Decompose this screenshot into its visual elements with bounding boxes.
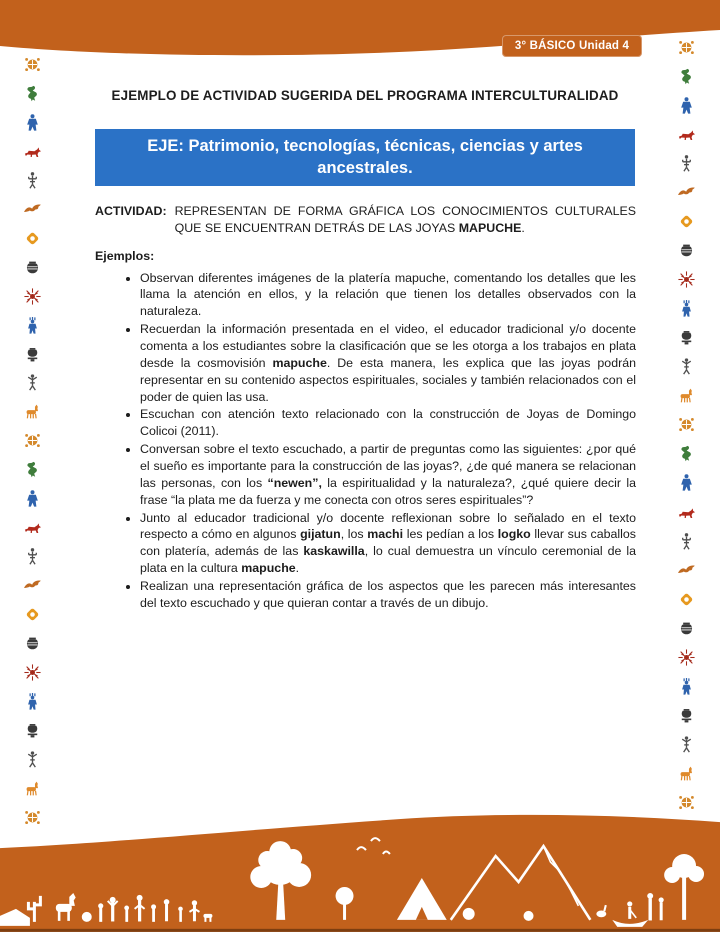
text-segment: MAPUCHE [458, 220, 522, 235]
standing-person-icon [23, 547, 42, 566]
examples-list [95, 270, 636, 612]
flower-cross-icon [677, 212, 696, 231]
flower-cross-icon [23, 229, 42, 248]
clay-pot-icon [23, 634, 42, 653]
text-segment: mapuche [241, 561, 296, 576]
sun-burst-icon [23, 287, 42, 306]
text-segment: Conversan sobre el texto escuchado, a partir de preguntas como las siguientes: ¿por qué el sueño es importante para la construcción de las joyas?, ¿de qué manera se relacionan las personas, con los [140, 442, 636, 490]
blue-figure-icon [677, 473, 696, 492]
text-segment: les pedían a los [403, 527, 498, 542]
red-fox-icon [23, 142, 42, 161]
text-segment: gijatun [300, 527, 341, 542]
kultrun-sun-icon [677, 415, 696, 434]
unit-badge-label: 3° BÁSICO Unidad 4 [514, 40, 630, 52]
footer-landscape-illustration [0, 810, 720, 932]
blue-chief-icon [23, 316, 42, 335]
sun-burst-icon [677, 648, 696, 667]
unit-badge [502, 35, 642, 57]
example-bullet-item [140, 321, 636, 405]
kultrun-sun-icon [677, 793, 696, 812]
text-segment: . De esta manera, les explica que las joyas podrán representar en su contenido aspectos espirituales, sociales y también relacionados con el poder de quien las usa. [140, 355, 636, 404]
activity-content [95, 203, 636, 613]
footer-bottom-edge [0, 929, 720, 932]
text-segment: Escuchan con atención texto relacionado con la construcción de Joyas de Domingo Colicoi (2011). [140, 407, 636, 439]
text-segment: . [295, 561, 300, 576]
blue-chief-icon [23, 692, 42, 711]
kultrun-sun-icon [677, 38, 696, 57]
orange-llama-icon [677, 386, 696, 405]
red-fox-icon [677, 125, 696, 144]
example-bullet-item [140, 510, 636, 577]
standing-person-icon [677, 154, 696, 173]
text-segment: mapuche [272, 355, 327, 370]
left-icon-column [18, 55, 46, 827]
page-title: EJEMPLO DE ACTIVIDAD SUGERIDA DEL PROGRAMA INTERCULTURALIDAD [111, 88, 619, 103]
clay-pot-icon [677, 619, 696, 638]
text-segment: . [521, 220, 525, 235]
blue-chief-icon [677, 677, 696, 696]
bush-silhouette [82, 912, 92, 922]
condor-bird-icon [677, 561, 696, 580]
ritual-jar-icon [677, 706, 696, 725]
person-raised-arms-icon [23, 373, 42, 392]
standing-person-icon [23, 171, 42, 190]
footer-band-shape [0, 815, 720, 932]
red-fox-icon [23, 518, 42, 537]
text-segment: Observan diferentes imágenes de la platería mapuche, comentando los detalles que les llama la atención en ellos, y la relación que tienen los detalles observados con la naturaleza. [140, 270, 636, 319]
text-segment: , lo cual demuestra un vínculo ceremonial de la plata en la cultura [140, 544, 636, 576]
condor-bird-icon [23, 200, 42, 219]
sun-burst-icon [677, 270, 696, 289]
blue-figure-icon [677, 96, 696, 115]
ritual-jar-icon [23, 345, 42, 364]
bush-silhouette [524, 911, 534, 921]
orange-llama-icon [23, 779, 42, 798]
person-raised-arms-icon [23, 750, 42, 769]
bush-silhouette [463, 908, 475, 920]
blue-figure-icon [23, 113, 42, 132]
blue-chief-icon [677, 299, 696, 318]
flower-cross-icon [677, 590, 696, 609]
ritual-jar-icon [677, 328, 696, 347]
eje-banner-text: EJE: Patrimonio, tecnologías, técnicas, ciencias y artes ancestrales. [147, 136, 583, 177]
text-segment: REPRESENTAN DE FORMA GRÁFICA LOS CONOCIMIENTOS CULTURALES QUE SE ENCUENTRAN DETRÁS DE LAS JOYAS [174, 204, 636, 235]
kultrun-sun-icon [23, 431, 42, 450]
blue-figure-icon [23, 489, 42, 508]
sun-burst-icon [23, 663, 42, 682]
example-bullet-item [140, 406, 636, 440]
example-bullet-item [140, 441, 636, 508]
person-raised-arms-icon [677, 357, 696, 376]
standing-person-icon [677, 532, 696, 551]
example-bullet-item [140, 270, 636, 321]
flower-cross-icon [23, 605, 42, 624]
text-segment: , los [340, 527, 368, 542]
orange-llama-icon [23, 402, 42, 421]
text-segment: kaskawilla [303, 544, 365, 559]
example-bullet-item [140, 578, 636, 612]
green-lizard-icon [677, 444, 696, 463]
text-segment: “newen”, [267, 475, 322, 490]
text-segment: machi [367, 527, 404, 542]
text-segment: la espiritualidad y la naturaleza?, ¿qué quiere decir la frase “la plata me da fuerza y me conecta con otros seres espirituales”? [140, 475, 636, 507]
text-segment: logko [497, 527, 531, 542]
ritual-jar-icon [23, 721, 42, 740]
right-icon-column [672, 38, 700, 812]
text-segment: llevar sus caballos con platería, además de las [140, 527, 637, 559]
text-segment: Junto al educador tradicional y/o docente reflexionan sobre lo señalado en el texto respecto a cómo en algunos [140, 510, 636, 542]
kultrun-sun-icon [23, 55, 42, 74]
activity-statement [95, 203, 636, 237]
red-fox-icon [677, 503, 696, 522]
condor-bird-icon [23, 576, 42, 595]
condor-bird-icon [677, 183, 696, 202]
clay-pot-icon [23, 258, 42, 277]
orange-llama-icon [677, 764, 696, 783]
text-segment: Realizan una representación gráfica de los aspectos que les parecen más interesantes del texto escuchado y que quieran contar a través de un dibujo. [140, 579, 636, 610]
clay-pot-icon [677, 241, 696, 260]
examples-heading: Ejemplos: [95, 248, 155, 263]
person-raised-arms-icon [677, 735, 696, 754]
activity-label: ACTIVIDAD: [95, 204, 167, 218]
green-lizard-icon [23, 84, 42, 103]
eje-banner [95, 129, 635, 186]
green-lizard-icon [23, 460, 42, 479]
activity-text [175, 203, 636, 237]
green-lizard-icon [677, 67, 696, 86]
text-segment: Recuerdan la información presentada en el video, el educador tradicional y/o docente comenta a los estudiantes sobre la clasificación que se les otorga a los trabajos en plata desde la cosmovisión [140, 322, 636, 370]
